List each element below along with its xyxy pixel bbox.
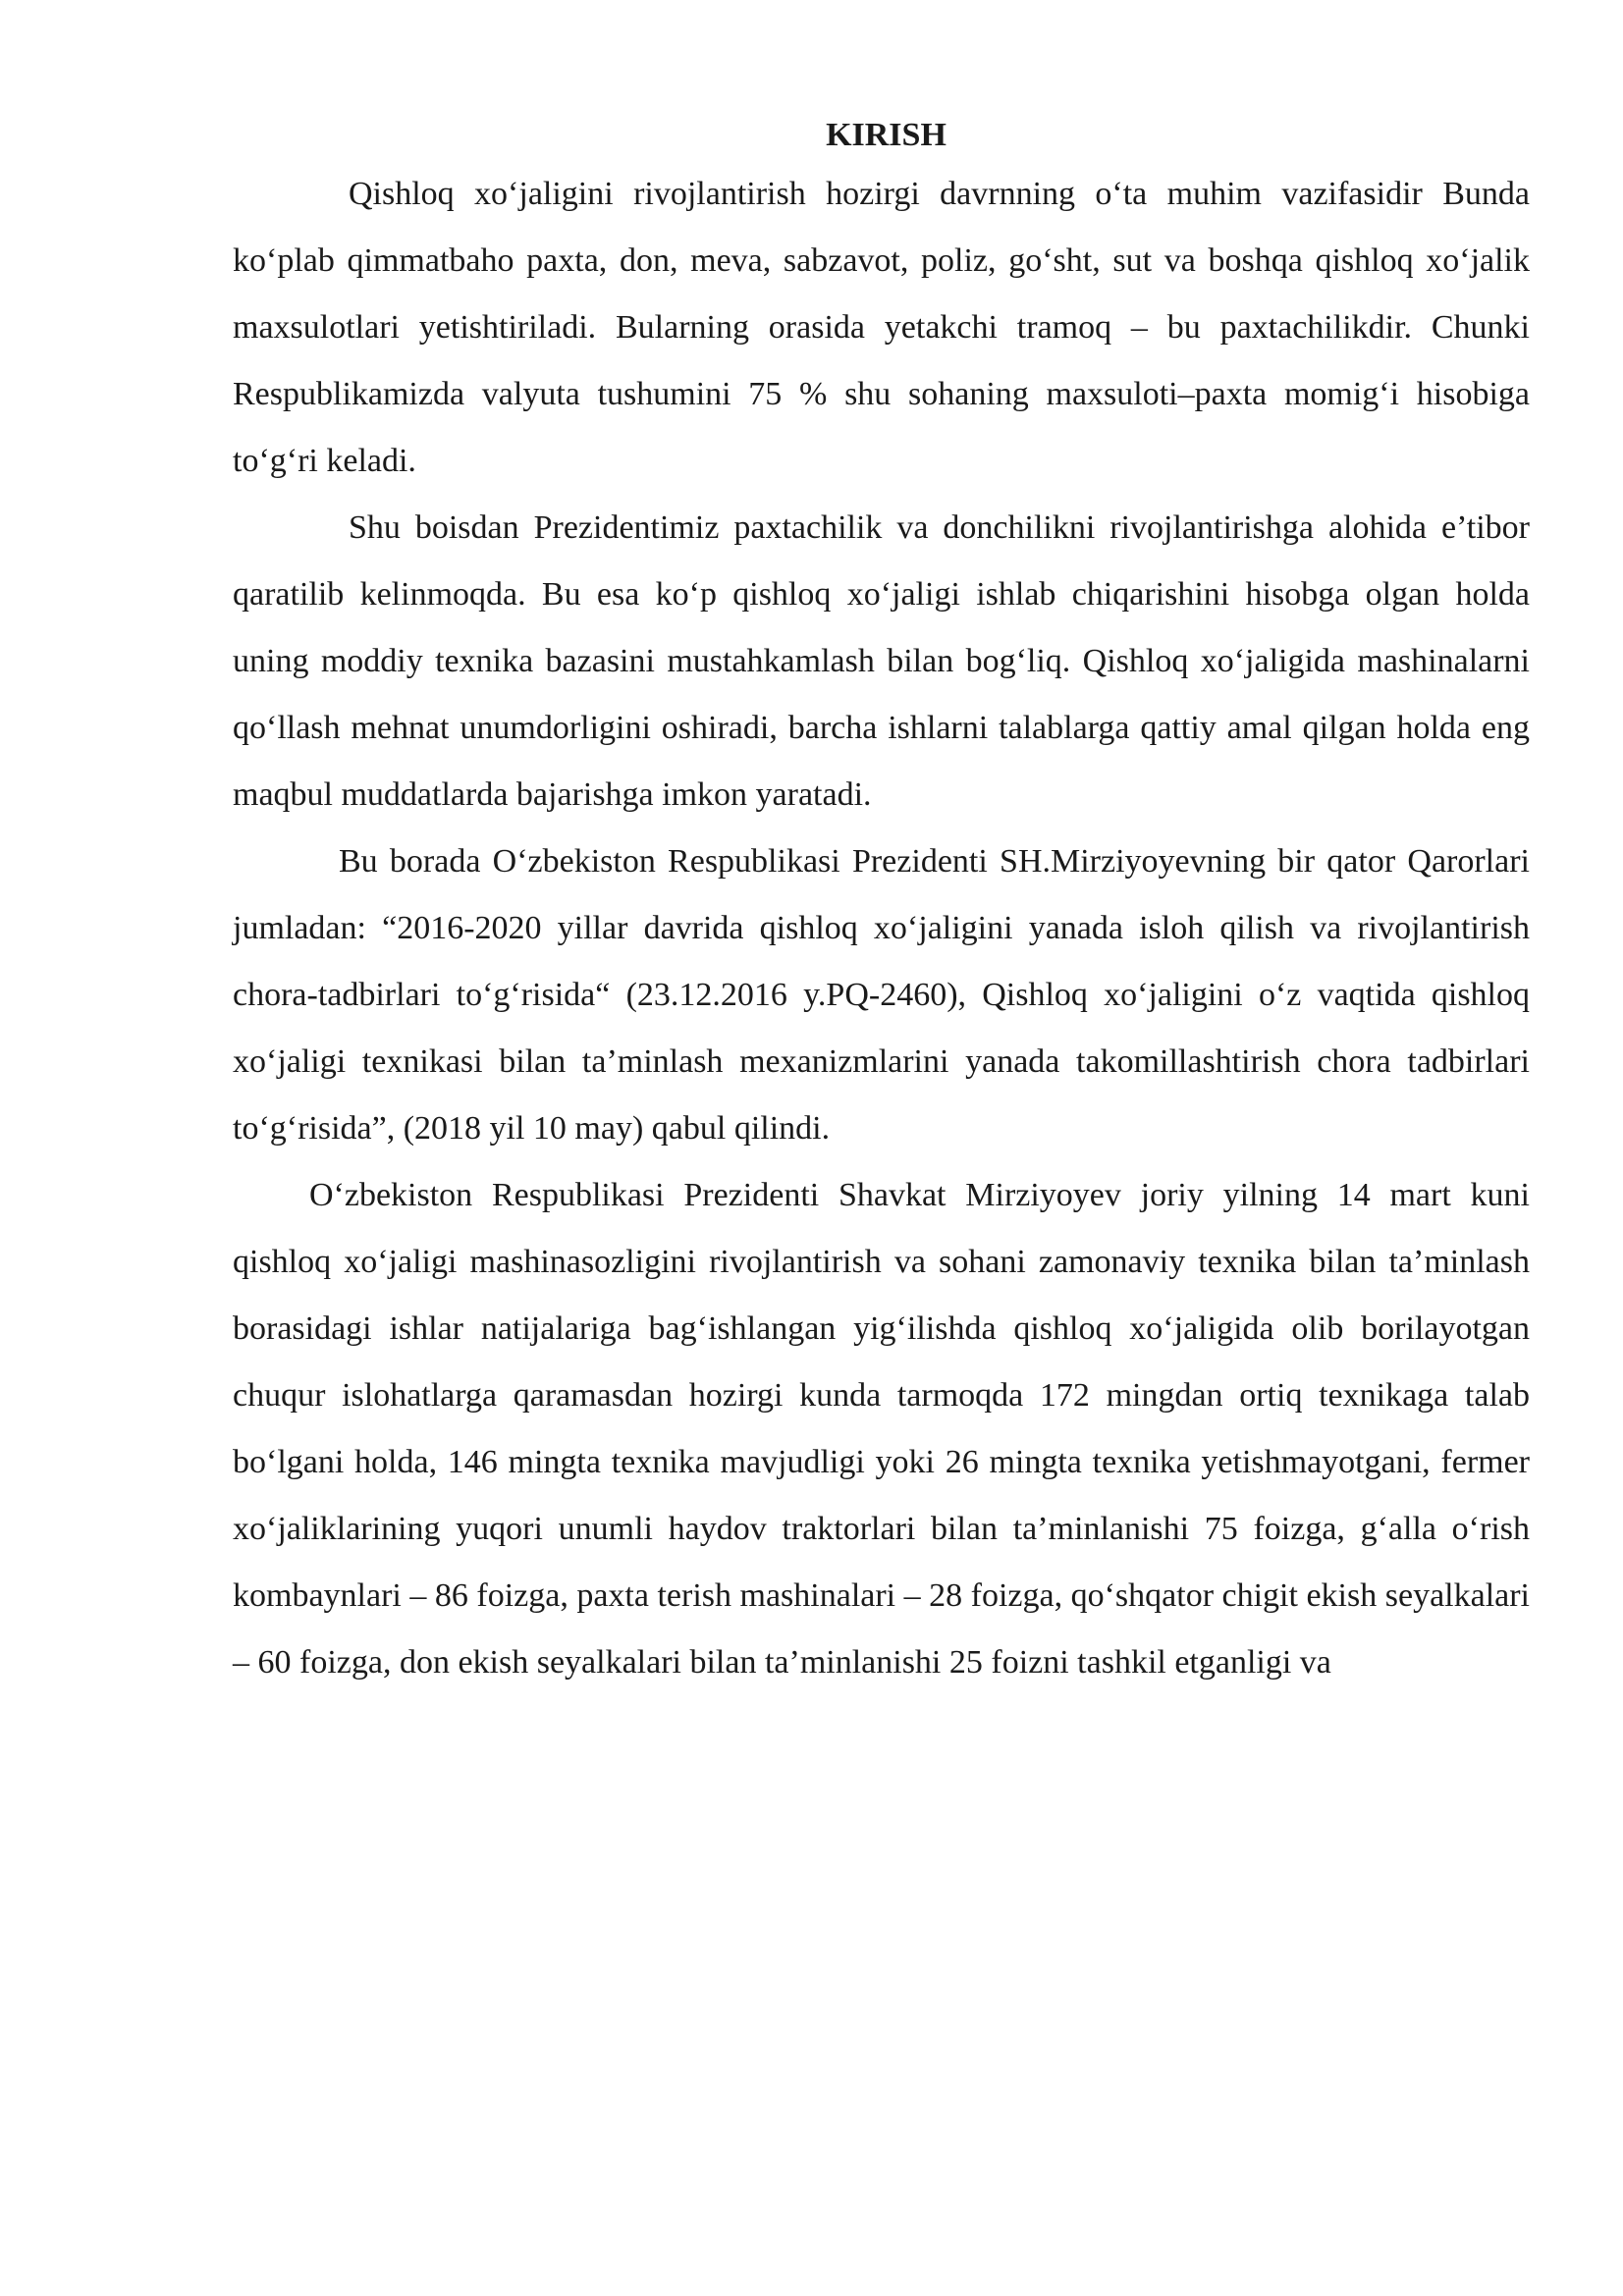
paragraph-president-attention: Shu boisdan Prezidentimiz paxtachilik va donchilikni rivojlantirishga alohida e’tibor qaratilib kelinmoqda. Bu esa ko‘p qishloq xo‘jaligi ishlab chiqarishini hisobga olgan holda uning moddiy texnika bazasini mustahkamlash bilan bog‘liq. Qishloq xo‘jaligida mashinalarni qo‘llash mehnat unumdorligini oshiradi, barcha ishlarni talablarga qattiy amal qilgan holda eng maqbul muddatlarda bajarishga imkon yaratadi.: [233, 509, 1530, 813]
paragraph-intro: Qishloq xo‘jaligini rivojlantirish hozirgi davrnning o‘ta muhim vazifasidir Bunda ko‘plab qimmatbaho paxta, don, meva, sabzavot, poliz, go‘sht, sut va boshqa qishloq xo‘jalik maxsulotlari yetishtiriladi. Bularning orasida yetakchi tramoq – bu paxtachilikdir. Chunki Respublikamizda valyuta tushumini 75 % shu sohaning maxsuloti–paxta momig‘i hisobiga to‘g‘ri keladi.: [233, 176, 1530, 479]
paragraph-machinery-statistics: O‘zbekiston Respublikasi Prezidenti Shavkat Mirziyoyev joriy yilning 14 mart kuni qishloq xo‘jaligi mashinasozligini rivojlantirish va sohani zamonaviy texnika bilan ta’minlash borasidagi ishlar natijalariga bag‘ishlangan yig‘ilishda qishloq xo‘jaligida olib borilayotgan chuqur islohatlarga qaramasdan hozirgi kunda tarmoqda 172 mingdan ortiq texnikaga talab bo‘lgani holda, 146 mingta texnika mavjudligi yoki 26 mingta texnika yetishmayotgani, fermer xo‘jaliklarining yuqori unumli haydov traktorlari bilan ta’minlanishi 75 foizga, g‘alla o‘rish kombaynlari – 86 foizga, paxta terish mashinalari – 28 foizga, qo‘shqator chigit ekish seyalkalari – 60 foizga, don ekish seyalkalari bilan ta’minlanishi 25 foizni tashkil etganligi va: [233, 1177, 1530, 1681]
document-body: [233, 110, 1530, 1696]
page-title: KIRISH: [826, 117, 947, 153]
paragraph-resolutions: Bu borada O‘zbekiston Respublikasi Prezidenti SH.Mirziyoyevning bir qator Qarorlari jumladan: “2016-2020 yillar davrida qishloq xo‘jaligini yanada isloh qilish va rivojlantirish chora-tadbirlari to‘g‘risida“ (23.12.2016 y.PQ-2460), Qishloq xo‘jaligini o‘z vaqtida qishloq xo‘jaligi texnikasi bilan ta’minlash mexanizmlarini yanada takomillashtirish chora tadbirlari to‘g‘risida”, (2018 yil 10 may) qabul qilindi.: [233, 843, 1530, 1147]
